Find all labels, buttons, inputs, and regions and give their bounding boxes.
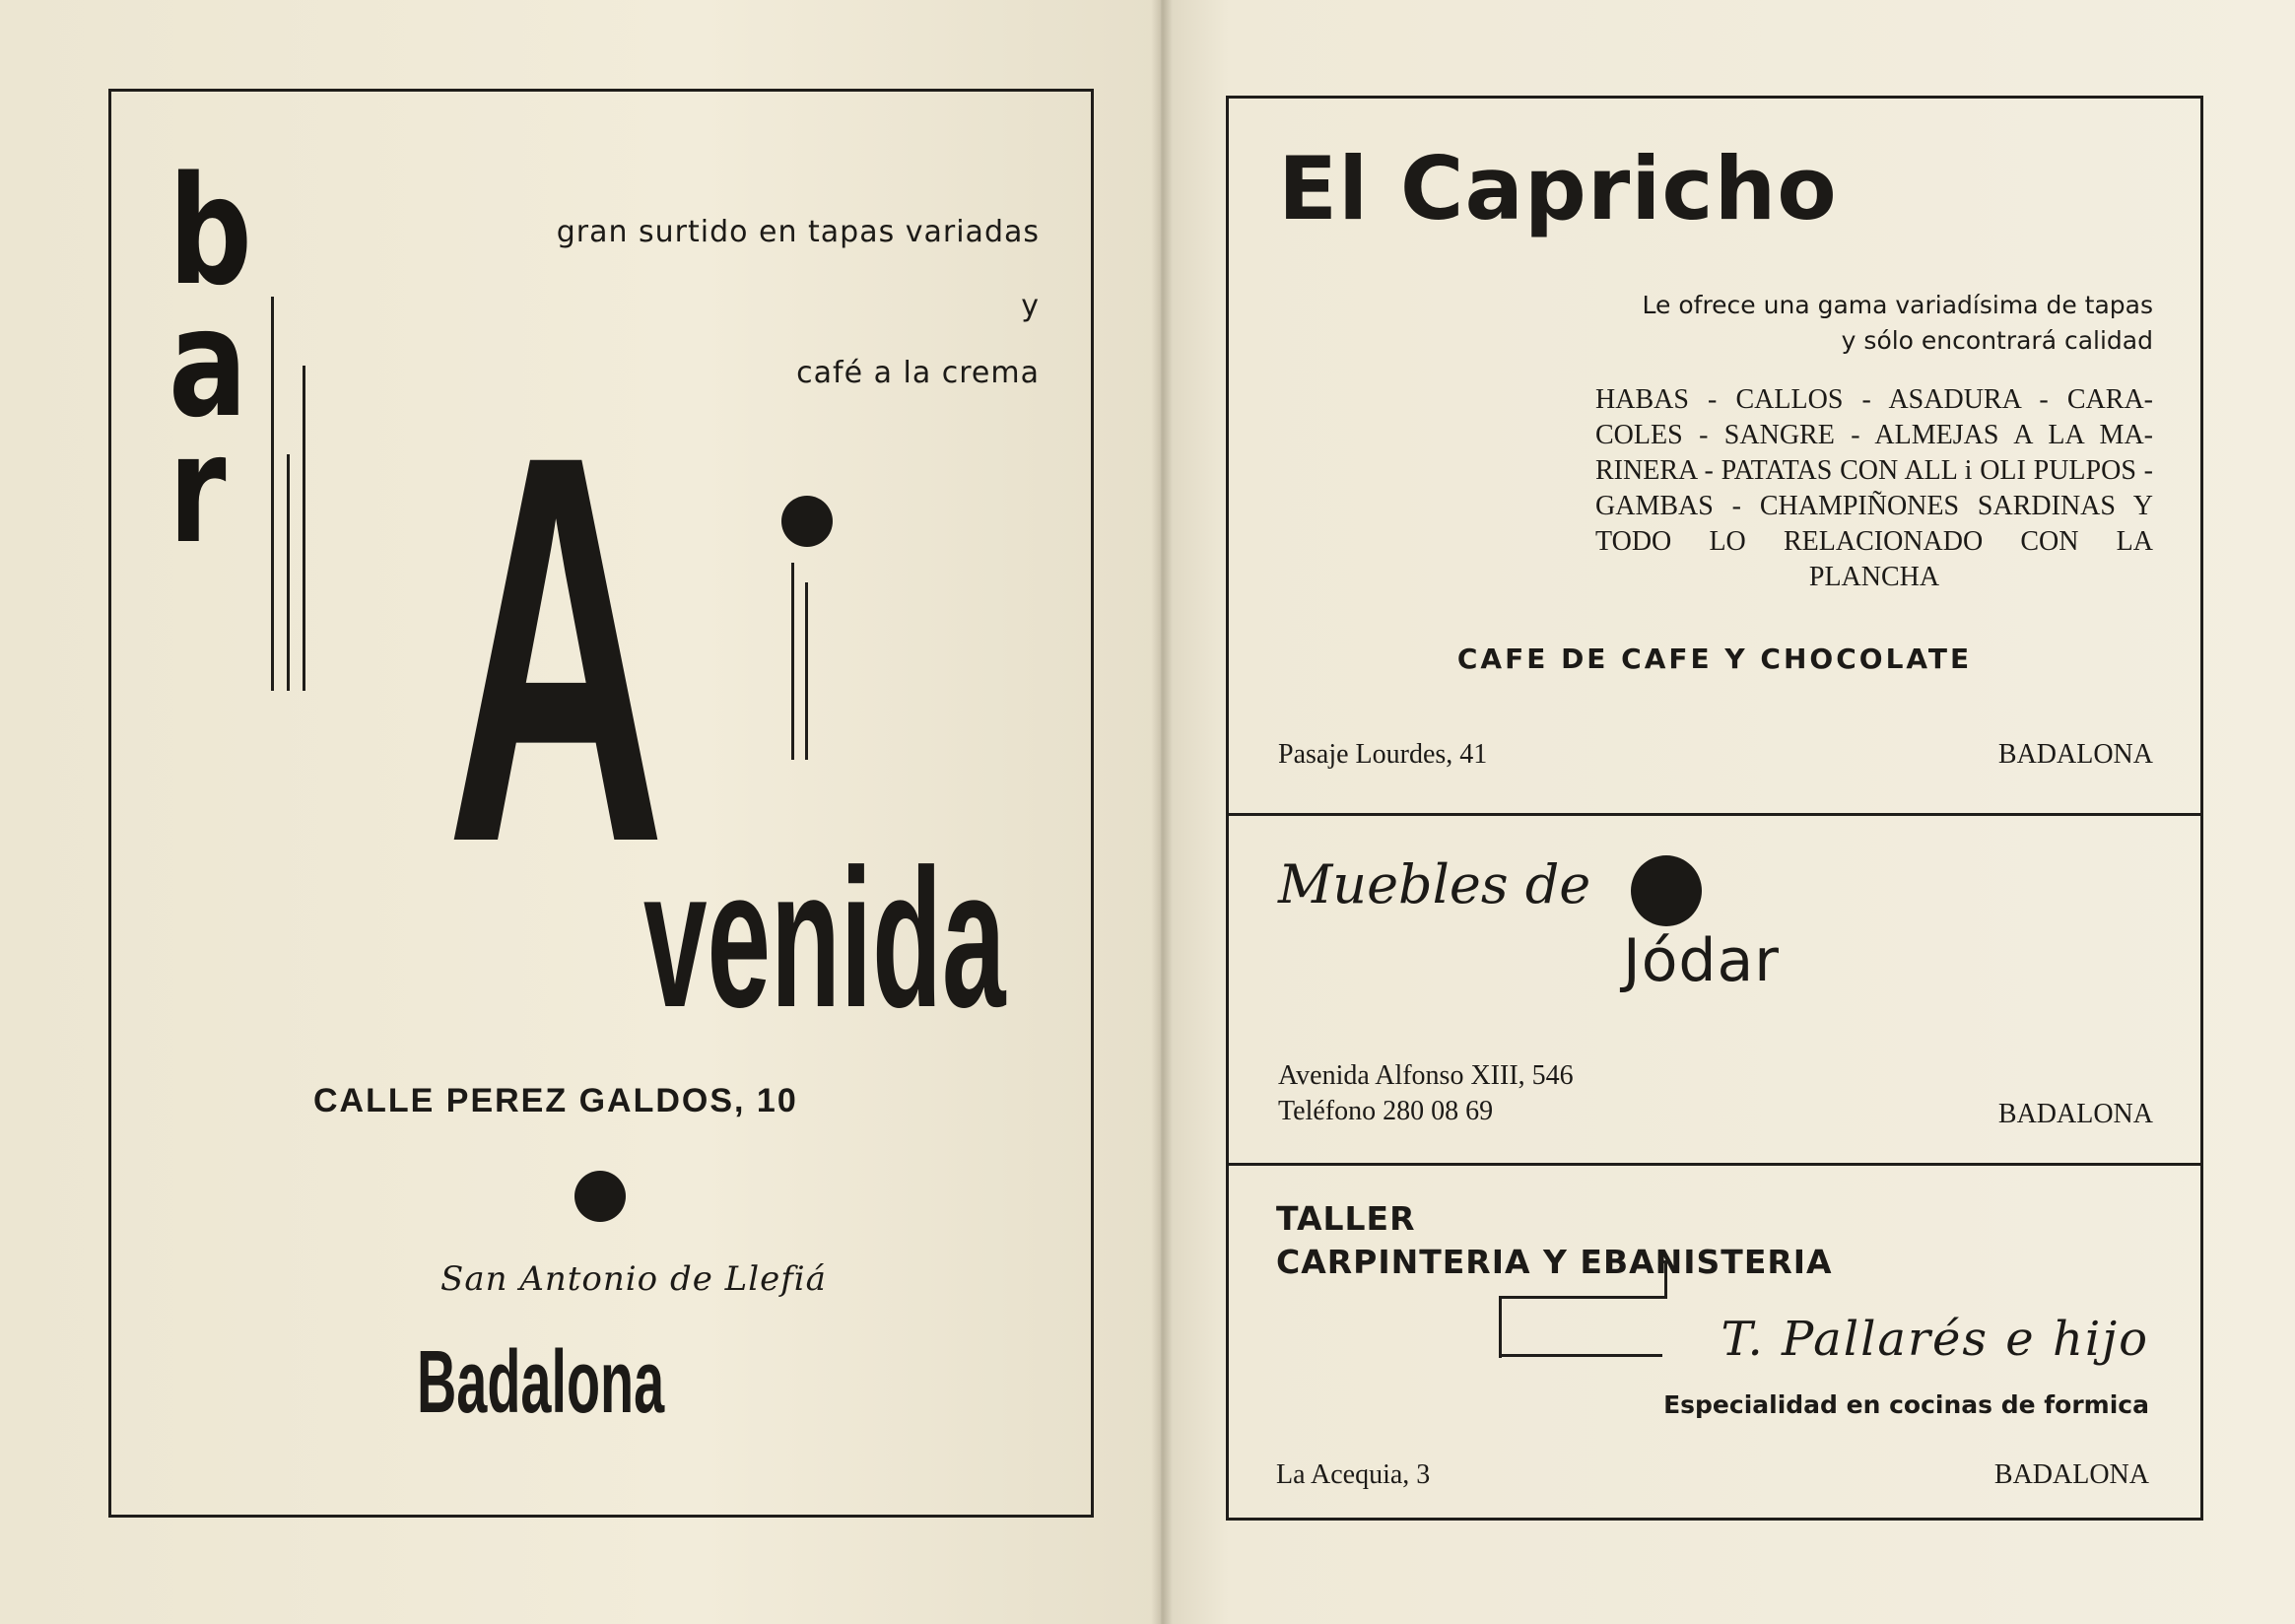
el-capricho-ad bbox=[1226, 96, 2203, 818]
menu-list: HABAS - CALLOS - ASADURA - CARA- COLES - SANGRE - ALMEJAS A LA MA- RINERA - PATATAS CON ALL i OLI PULPOS - GAMBAS - CHAMPIÑONES SARDINAS Y TODO LO RELACIONADO CON LA PLANCHA bbox=[1595, 384, 2153, 592]
street-address: Avenida Alfonso XIII, 546 bbox=[1278, 1060, 1574, 1091]
decorative-rule bbox=[805, 582, 808, 760]
decorative-dot bbox=[1631, 855, 1702, 926]
decorative-dot bbox=[574, 1171, 626, 1222]
and-word: y bbox=[1021, 289, 1040, 323]
decorative-rule bbox=[287, 454, 290, 691]
ad-heading: CARPINTERIA Y EBANISTERIA bbox=[1276, 1243, 1833, 1281]
decorative-rule bbox=[1499, 1354, 1662, 1357]
ad-title: Muebles de bbox=[1278, 853, 1591, 915]
decorative-rule bbox=[791, 563, 794, 760]
bar-letter-a: a bbox=[169, 276, 248, 450]
bar-letter-b: b bbox=[169, 144, 252, 318]
street-address: La Acequia, 3 bbox=[1276, 1459, 1431, 1490]
book-gutter bbox=[1151, 0, 1173, 1624]
ad-title: El Capricho bbox=[1278, 138, 1838, 239]
muebles-jodar-ad bbox=[1226, 813, 2203, 1168]
cafe-line: café a la crema bbox=[796, 356, 1040, 390]
city-name: Badalona bbox=[417, 1333, 665, 1432]
decorative-rule bbox=[271, 297, 274, 691]
big-initial-a: A bbox=[446, 340, 666, 957]
street-address: Pasaje Lourdes, 41 bbox=[1278, 739, 1488, 770]
decorative-rule bbox=[303, 366, 305, 691]
decorative-bracket bbox=[1499, 1296, 1667, 1358]
business-name: venida bbox=[643, 829, 1006, 1049]
tagline-line: Le ofrece una gama variadísima de tapas bbox=[1642, 291, 2153, 319]
district-name: San Antonio de Llefiá bbox=[440, 1259, 827, 1299]
tapas-line: gran surtido en tapas variadas bbox=[556, 215, 1040, 249]
bar-avenida-ad bbox=[108, 89, 1094, 1518]
decorative-bracket bbox=[1658, 1260, 1667, 1299]
specialty-line: Especialidad en cocinas de formica bbox=[1663, 1390, 2149, 1419]
street-address: CALLE PEREZ GALDOS, 10 bbox=[313, 1082, 798, 1119]
ad-heading: TALLER bbox=[1276, 1199, 1416, 1238]
city-name: BADALONA bbox=[1997, 1099, 2153, 1129]
phone-number: Teléfono 280 08 69 bbox=[1278, 1096, 1494, 1126]
business-name: Jódar bbox=[1623, 926, 1780, 995]
taller-pallares-ad bbox=[1226, 1163, 2203, 1521]
bar-letter-r: r bbox=[169, 402, 227, 576]
tagline bbox=[1643, 288, 2153, 359]
decorative-dot bbox=[781, 496, 833, 547]
city-name: BADALONA bbox=[1993, 1459, 2149, 1490]
city-name: BADALONA bbox=[1997, 739, 2153, 770]
cafe-line: CAFE DE CAFE Y CHOCOLATE bbox=[1456, 643, 1973, 675]
owner-name: T. Pallarés e hijo bbox=[1721, 1312, 2149, 1367]
tagline-line: y sólo encontrará calidad bbox=[1841, 326, 2153, 355]
